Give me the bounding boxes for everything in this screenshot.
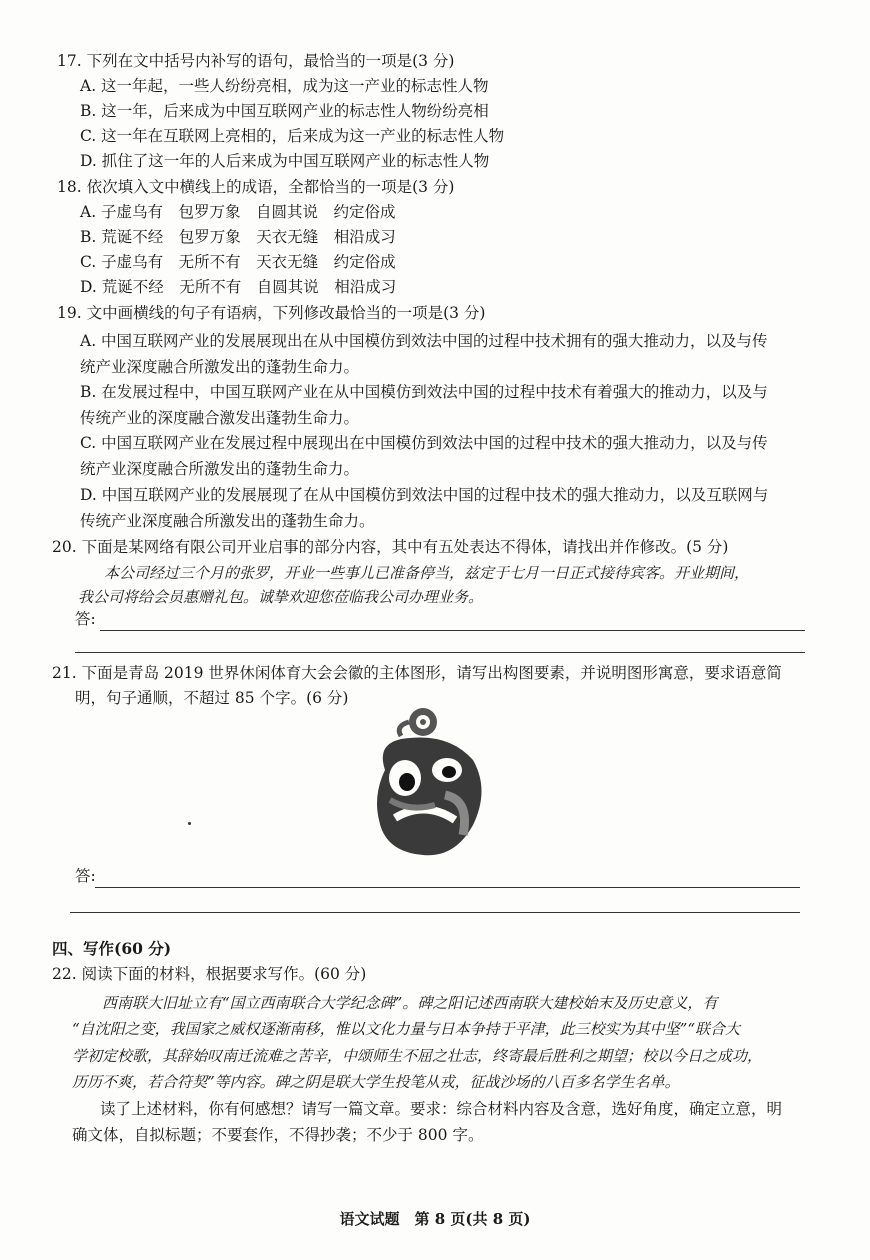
q22-passage-line3: 学初定校歌，其辞始叹南迁流难之苦辛，中颂师生不屈之壮志，终寄最后胜利之期望；校以今日之成功， <box>72 1047 763 1065</box>
q18-option-a: A. 子虚乌有 包罗万象 自圆其说 约定俗成 <box>80 203 396 221</box>
q19-option-d-line1: D. 中国互联网产业的发展展现了在从中国模仿到效法中国的过程中技术的强大推动力，以及互联网与 <box>80 486 769 504</box>
emblem-body <box>377 737 482 855</box>
q21-answer-line-1[interactable] <box>95 887 800 888</box>
q22-passage-line4: 历历不爽，若合符契”等内容。碑之阴是联大学生投笔从戎，征战沙场的八百多名学生名单。 <box>72 1073 680 1091</box>
q18-option-b: B. 荒诞不经 包罗万象 天衣无缝 相沿成习 <box>80 228 396 246</box>
q17-option-b: B. 这一年，后来成为中国互联网产业的标志性人物纷纷亮相 <box>80 102 489 120</box>
q21-answer-line-2[interactable] <box>70 912 800 913</box>
q20-passage-line1: 本公司经过三个月的张罗，开业一些事儿已准备停当，兹定于七月一日正式接待宾客。开业期间， <box>104 564 750 582</box>
q19-option-b-line1: B. 在发展过程中，中国互联网产业在从中国模仿到效法中国的过程中技术有着强大的推动力，以及与 <box>80 383 768 401</box>
q21-stem-line1: 21. 下面是青岛 2019 世界休闲体育大会会徽的主体图形，请写出构图要素，并说明图形寓意，要求语意简 <box>52 664 782 682</box>
q18-option-c: C. 子虚乌有 无所不有 天衣无缝 约定俗成 <box>80 253 396 271</box>
q19-option-b-line2: 传统产业的深度融合激发出蓬勃生命力。 <box>80 409 360 427</box>
q20-answer-line-1[interactable] <box>100 630 805 631</box>
q20-stem: 20. 下面是某网络有限公司开业启事的部分内容，其中有五处表达不得体，请找出并作修改。(5 分) <box>52 538 729 556</box>
q20-passage-line2: 我公司将给会员惠赠礼包。诚挚欢迎您莅临我公司办理业务。 <box>78 588 484 606</box>
q17-option-c: C. 这一年在互联网上亮相的，后来成为这一产业的标志性人物 <box>80 127 505 145</box>
q17-option-a: A. 这一年起，一些人纷纷亮相，成为这一产业的标志性人物 <box>80 77 489 95</box>
q18-option-d: D. 荒诞不经 无所不有 自圆其说 相沿成习 <box>80 278 397 296</box>
q17-stem: 17. 下列在文中括号内补写的语句，最恰当的一项是(3 分) <box>57 52 455 70</box>
section-writing-title: 四、写作(60 分) <box>52 939 172 958</box>
q19-option-c-line2: 统产业深度融合所激发出的蓬勃生命力。 <box>80 460 360 478</box>
q18-stem: 18. 依次填入文中横线上的成语，全都恰当的一项是(3 分) <box>57 178 455 196</box>
q21-stem-line2: 明，句子通顺，不超过 85 个字。(6 分) <box>75 689 349 707</box>
page-footer: 语文试题 第 8 页(共 8 页) <box>339 1210 531 1228</box>
q22-requirement-line2: 确文体，自拟标题；不要套作，不得抄袭；不少于 800 字。 <box>72 1126 484 1144</box>
q20-answer-label: 答: <box>75 610 96 628</box>
q22-requirement-line1: 读了上述材料，你有何感想？请写一篇文章。要求：综合材料内容及含意，选好角度，确定立意，明 <box>100 1100 783 1118</box>
q19-option-c-line1: C. 中国互联网产业在发展过程中展现出在中国模仿到效法中国的过程中技术的强大推动力，以及与传 <box>80 434 768 452</box>
q22-passage-line1: 西南联大旧址立有“国立西南联合大学纪念碑”。碑之阳记述西南联大建校始末及历史意义，有 <box>102 994 718 1012</box>
q19-option-a-line2: 统产业深度融合所激发出的蓬勃生命力。 <box>80 358 360 376</box>
q20-answer-line-2[interactable] <box>75 652 805 653</box>
q19-option-a-line1: A. 中国互联网产业的发展展现出在从中国模仿到效法中国的过程中技术拥有的强大推动力，以及与传 <box>80 332 768 350</box>
q19-option-d-line2: 传统产业深度融合所激发出的蓬勃生命力。 <box>80 512 375 530</box>
q22-passage-line2: “自沈阳之变，我国家之威权逐渐南移，惟以文化力量与日本争持于平津，此三校实为其中坚”“联合大 <box>72 1020 741 1038</box>
emblem-image <box>355 700 490 860</box>
q22-stem: 22. 阅读下面的材料，根据要求写作。(60 分) <box>52 965 367 983</box>
q17-option-d: D. 抓住了这一年的人后来成为中国互联网产业的标志性人物 <box>80 152 490 170</box>
q19-stem: 19. 文中画横线的句子有语病，下列修改最恰当的一项是(3 分) <box>57 304 486 322</box>
q21-answer-label: 答: <box>75 867 96 885</box>
